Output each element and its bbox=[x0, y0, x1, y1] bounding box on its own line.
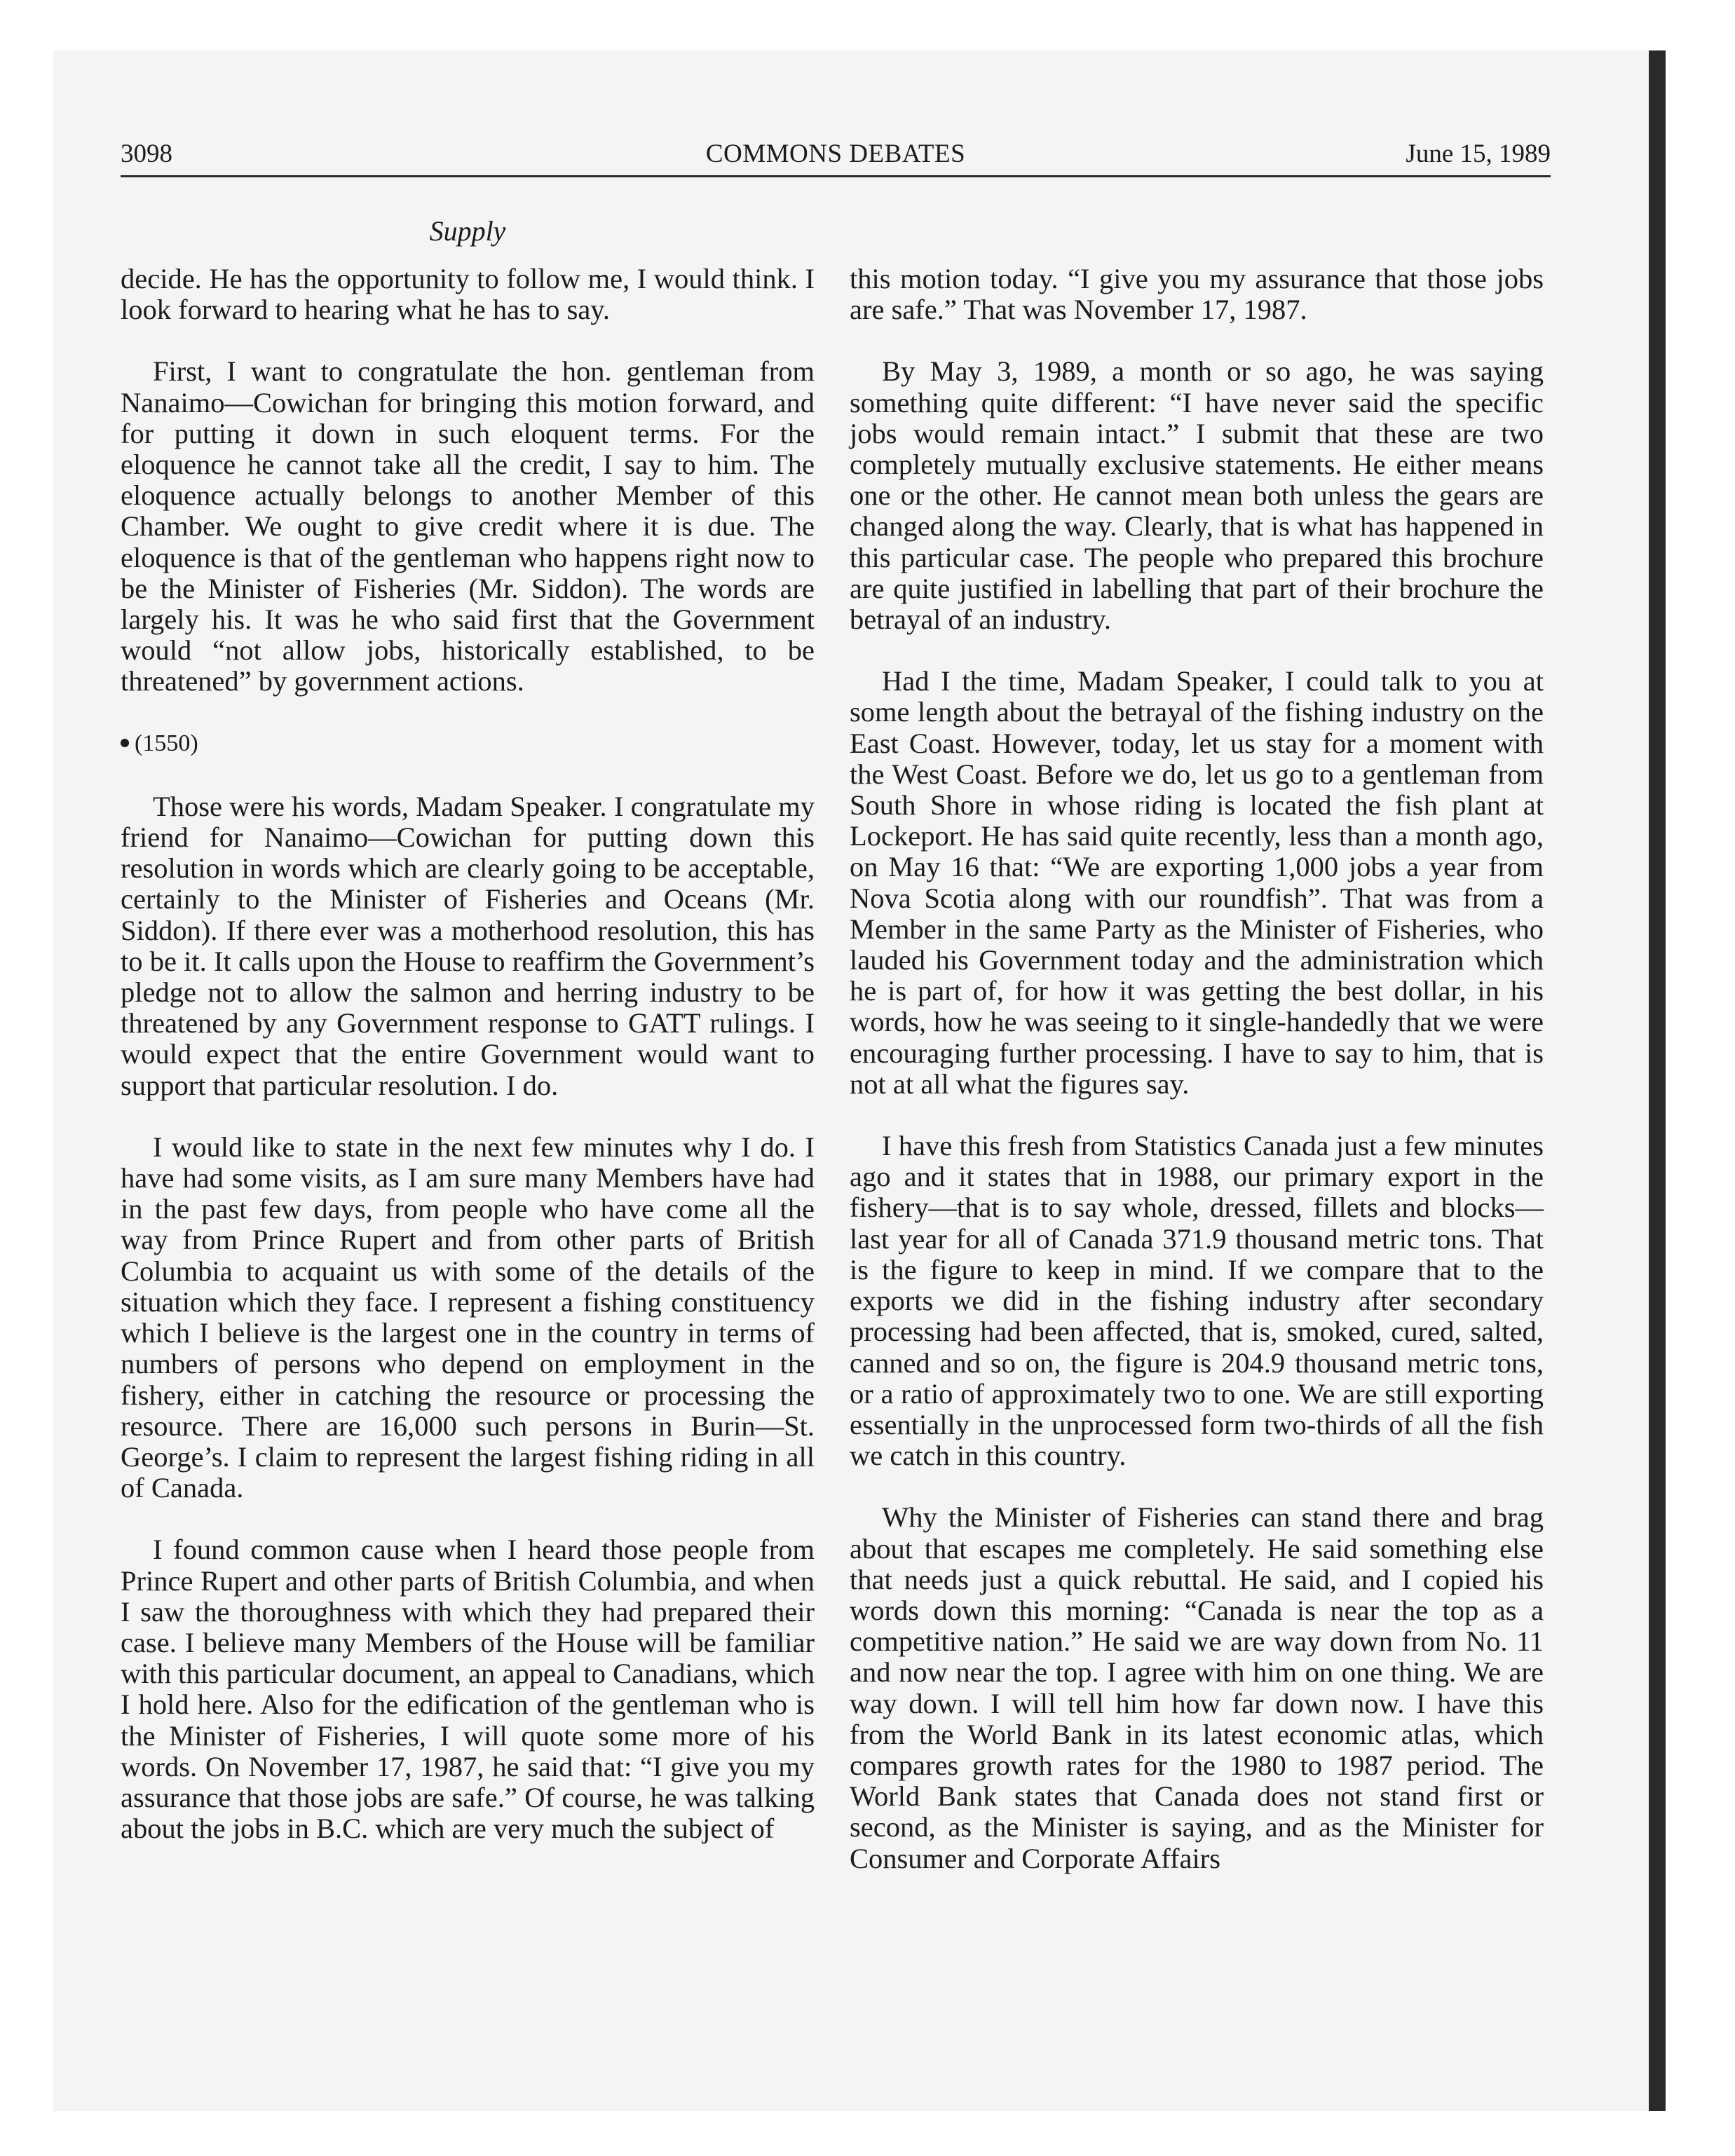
paragraph: decide. He has the opportunity to follow me, I would think. I look forward to hearing what he has to say. bbox=[121, 263, 815, 326]
section-title: Supply bbox=[429, 215, 506, 247]
right-column bbox=[850, 264, 1544, 1905]
paragraph: I found common cause when I heard those people from Prince Rupert and other parts of British Columbia, and when I saw the thoroughness with which they had prepared their case. I believe many Members of the House will be familiar with this particular document, an appeal to Canadians, which I hold here. Also for the edification of the gentleman who is the Minister of Fisheries, I will quote some more of his words. On November 17, 1987, he said that: “I give you my assurance that those jobs are safe.” Of course, he was talking about the jobs in B.C. which are very much the subject of bbox=[121, 1534, 815, 1845]
paragraph: I would like to state in the next few minutes why I do. I have had some visits, as I am sure many Members have had in the past few days, from people who have come all the way from Prince Rupert and from other parts of British Columbia to acquaint us with some of the details of the situation which they face. I represent a fishing constituency which I believe is the largest one in the country in terms of numbers of persons who depend on employment in the fishery, either in catching the resource or processing the resource. There are 16,000 such persons in Burin—St. George’s. I claim to represent the largest fishing riding in all of Canada. bbox=[121, 1131, 815, 1504]
bullet-icon bbox=[121, 739, 129, 747]
paragraph: By May 3, 1989, a month or so ago, he was saying something quite different: “I have never said the specific jobs would remain intact.” I submit that these are two completely mutually exclusive statements. He either means one or the other. He cannot mean both unless the gears are changed along the way. Clearly, that is what has happened in this particular case. The people who prepared this brochure are quite justified in labelling that part of their brochure the betrayal of an industry. bbox=[850, 355, 1544, 636]
timestamp-marker bbox=[121, 728, 815, 759]
header-rule bbox=[121, 175, 1551, 177]
running-header bbox=[121, 139, 1551, 178]
paragraph: this motion today. “I give you my assurance that those jobs are safe.” That was November 17, 1987. bbox=[850, 263, 1544, 326]
paragraph: Why the Minister of Fisheries can stand there and brag about that escapes me completely. He said something else that needs just a quick rebuttal. He said, and I copied his words down this morning: “Canada is near the top as a competitive nation.” He said we are way down from No. 11 and now near the top. I agree with him on one thing. We are way down. I will tell him how far down now. I have this from the World Bank in its latest economic atlas, which compares growth rates for the 1980 to 1987 period. The World Bank states that Canada does not stand first or second, as the Minister is saying, and as the Minister for Consumer and Corporate Affairs bbox=[850, 1501, 1544, 1874]
header-date: June 15, 1989 bbox=[1406, 139, 1551, 168]
paragraph: I have this fresh from Statistics Canada just a few minutes ago and it states that in 1988, our primary export in the fishery—that is to say whole, dressed, fillets and blocks—last year for all of Canada 371.9 thousand metric tons. That is the figure to keep in mind. If we compare that to the exports we did in the fishing industry after secondary processing had been affected, that is, smoked, cured, salted, canned and so on, the figure is 204.9 thousand metric tons, or a ratio of approximately two to one. We are still exporting essentially in the unprocessed form two-thirds of all the fish we catch in this country. bbox=[850, 1130, 1544, 1472]
left-column bbox=[121, 264, 815, 1875]
paragraph: Those were his words, Madam Speaker. I congratulate my friend for Nanaimo—Cowichan for putting down this resolution in words which are clearly going to be acceptable, certainly to the Minister of Fisheries and Oceans (Mr. Siddon). If there ever was a motherhood resolution, this has to be it. It calls upon the House to reaffirm the Government’s pledge not to allow the salmon and herring industry to be threatened by any Government response to GATT rulings. I would expect that the entire Government would want to support that particular resolution. I do. bbox=[121, 790, 815, 1101]
timestamp: (1550) bbox=[135, 730, 198, 756]
paragraph: First, I want to congratulate the hon. gentleman from Nanaimo—Cowichan for bringing this motion forward, and for putting it down in such eloquent terms. For the eloquence he cannot take all the credit, I say to him. The eloquence actually belongs to another Member of this Chamber. We ought to give credit where it is due. The eloquence is that of the gentleman who happens right now to be the Minister of Fisheries (Mr. Siddon). The words are largely his. It was he who said first that the Government would “not allow jobs, historically established, to be threatened” by government actions. bbox=[121, 355, 815, 697]
paragraph: Had I the time, Madam Speaker, I could talk to you at some length about the betrayal of the fishing industry on the East Coast. However, today, let us stay for a moment with the West Coast. Before we do, let us go to a gentleman from South Shore in whose riding is located the fish plant at Lockeport. He has said quite recently, less than a month ago, on May 16 that: “We are exporting 1,000 jobs a year from Nova Scotia along with our roundfish”. That was from a Member in the same Party as the Minister of Fisheries, who lauded his Government today and the administration which he is part of, for how it was getting the best dollar, in his words, how he was seeing to it single-handedly that we were encouraging further processing. I have to say to him, that is not at all what the figures say. bbox=[850, 665, 1544, 1100]
publication-title: COMMONS DEBATES bbox=[705, 139, 966, 168]
page-number: 3098 bbox=[121, 139, 172, 168]
